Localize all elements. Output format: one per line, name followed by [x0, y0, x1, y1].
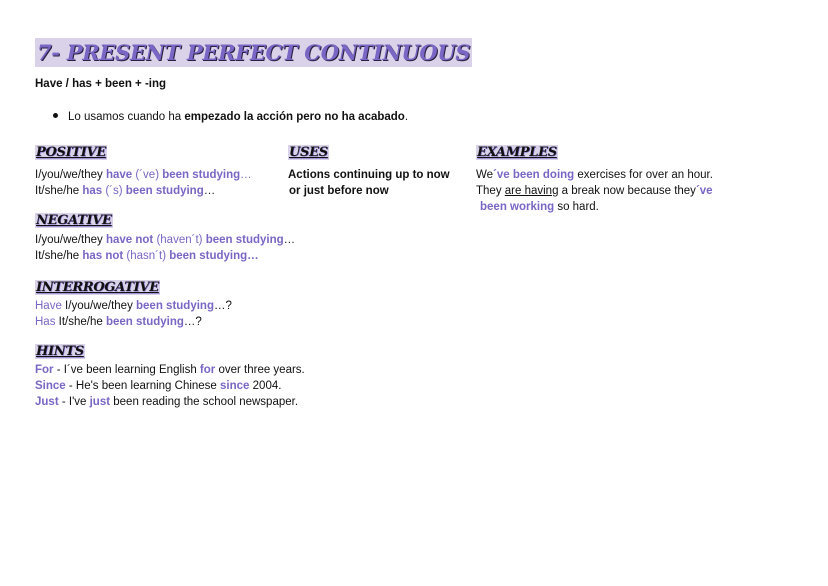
aux-verb: have	[105, 169, 133, 181]
text: - I've	[58, 396, 90, 408]
underlined-verb: are having	[504, 185, 559, 197]
text: - I´ve been learning English	[53, 364, 200, 376]
bullet-text-post: .	[404, 111, 409, 123]
hint-line-2	[35, 378, 305, 394]
aux-verb: Has	[35, 316, 56, 328]
verb-form: been working	[480, 201, 555, 213]
hint-key: For	[35, 364, 54, 376]
text: 2004.	[249, 380, 282, 392]
interrogative-line-1	[35, 298, 232, 314]
aux-verb: Have	[35, 300, 62, 312]
negative-heading	[35, 213, 113, 228]
uses-heading-text: USES	[289, 145, 328, 160]
example-line-3	[476, 199, 713, 215]
hint-key: Just	[35, 396, 59, 408]
examples-heading	[476, 145, 558, 160]
keyword: for	[199, 364, 216, 376]
contraction: (´s)	[102, 185, 126, 197]
text: - He's been learning Chinese	[65, 380, 221, 392]
examples-heading-text: EXAMPLES	[477, 145, 557, 160]
subject: It/she/he	[55, 316, 106, 328]
ellipsis: …	[203, 185, 216, 197]
hints-section	[35, 362, 305, 410]
formula: Have / has + been + -ing	[35, 78, 167, 90]
negative-line-1	[35, 232, 295, 248]
text: We	[476, 169, 494, 181]
subject: It/she/he	[35, 250, 83, 262]
positive-line-2	[35, 183, 252, 199]
aux-verb: has not	[82, 250, 124, 262]
hint-line-3	[35, 394, 305, 410]
text: They	[476, 185, 505, 197]
hints-heading-text: HINTS	[36, 344, 84, 359]
page-title: 7- PRESENT PERFECT CONTINUOUS	[37, 40, 471, 65]
ellipsis: …	[240, 169, 252, 181]
contraction: (hasn´t)	[123, 250, 170, 262]
uses-line-2: or just before now	[289, 185, 389, 197]
negative-line-2	[35, 248, 295, 264]
ing-form: been studying…	[169, 250, 259, 262]
ending: …?	[183, 316, 202, 328]
uses-section	[288, 167, 450, 199]
uses-line-1: Actions continuing up to now	[288, 169, 450, 181]
ing-form: been studying	[125, 185, 204, 197]
verb-form: ´ve	[695, 185, 713, 197]
interrogative-section	[35, 298, 232, 330]
ing-form: been studying	[205, 234, 284, 246]
hints-heading	[35, 344, 85, 359]
interrogative-line-2	[35, 314, 232, 330]
hint-line-1	[35, 362, 305, 378]
text: exercises for over an hour.	[574, 169, 713, 181]
uses-heading	[288, 145, 329, 160]
example-line-2	[476, 183, 713, 199]
bullet-text-pre: Lo usamos cuando ha	[68, 111, 185, 123]
examples-section	[476, 167, 713, 215]
contraction: (´ve)	[132, 169, 163, 181]
text: been reading the school newspaper.	[110, 396, 299, 408]
ing-form: been studying	[162, 169, 241, 181]
negative-heading-text: NEGATIVE	[36, 213, 112, 228]
positive-section	[35, 167, 252, 199]
subject: It/she/he	[35, 185, 83, 197]
text: over three years.	[215, 364, 305, 376]
verb-form: ´ve been doing	[493, 169, 575, 181]
subject: I/you/we/they	[35, 234, 106, 246]
subject: I/you/we/they	[35, 169, 106, 181]
text: so hard.	[554, 201, 599, 213]
bullet-dot-icon	[53, 113, 58, 118]
contraction: (haven´t)	[153, 234, 206, 246]
positive-heading	[35, 145, 107, 160]
text: a break now because they	[558, 185, 696, 197]
ellipsis: …	[283, 234, 296, 246]
negative-section	[35, 232, 295, 264]
positive-line-1	[35, 167, 252, 183]
bullet-item	[53, 109, 408, 125]
bullet-text-bold: empezado la acción pero no ha acabado	[184, 111, 405, 123]
subject: I/you/we/they	[61, 300, 137, 312]
hint-key: Since	[35, 380, 66, 392]
ending: …?	[213, 300, 232, 312]
ing-form: been studying	[136, 300, 214, 312]
keyword: just	[89, 396, 111, 408]
interrogative-heading-text: INTERROGATIVE	[36, 280, 159, 295]
interrogative-heading	[35, 280, 160, 295]
ing-form: been studying	[105, 316, 184, 328]
aux-verb: have not	[105, 234, 154, 246]
example-line-1	[476, 167, 713, 183]
aux-verb: has	[82, 185, 103, 197]
keyword: since	[220, 380, 250, 392]
positive-heading-text: POSITIVE	[36, 145, 106, 160]
